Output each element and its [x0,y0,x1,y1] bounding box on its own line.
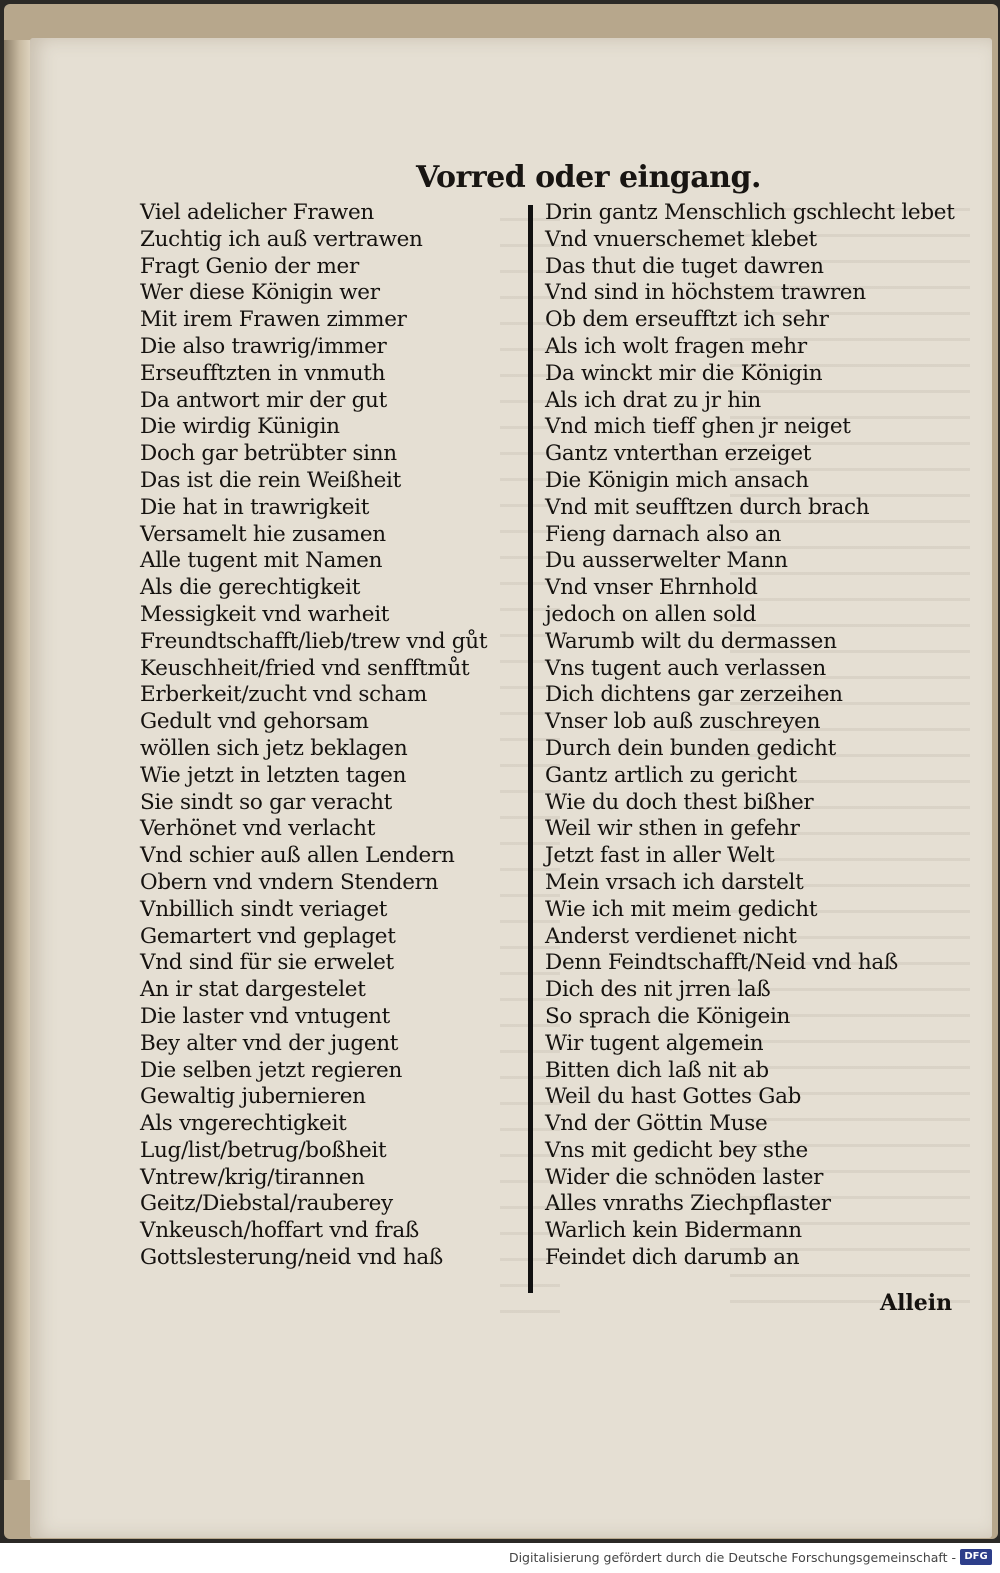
verse-line: Wer diese Königin wer [140,280,380,306]
verse-column-left [140,200,520,1272]
verse-line: Mein vrsach ich darstelt [545,869,804,895]
verse-line: Vnd mit seufftzen durch brach [545,494,870,520]
verse-line: Wie jetzt in letzten tagen [140,762,407,788]
verse-line: Freundtschafft/lieb/trew vnd gůt [140,628,488,654]
verse-line: Lug/list/betrug/boßheit [140,1137,387,1163]
verse-line: Da winckt mir die Königin [545,360,823,386]
verse-line: Gewaltig jubernieren [140,1084,366,1110]
verse-line: Als ich drat zu jr hin [545,387,761,413]
verse-line: Vnd vnuerschemet klebet [545,226,817,252]
verse-line: Das ist die rein Weißheit [140,467,401,493]
verse-line: Erseufftzten in vnmuth [140,360,386,386]
verse-line: Vnkeusch/hoffart vnd fraß [140,1218,419,1244]
verse-line: Gottslesterung/neid vnd haß [140,1245,443,1271]
verse-line: Feindet dich darumb an [545,1245,800,1271]
verse-line: Wie ich mit meim gedicht [545,896,818,922]
verse-line: An ir stat dargestelet [140,977,366,1003]
dfg-logo: DFG [960,1549,992,1565]
verse-line: Durch dein bunden gedicht [545,735,836,761]
verse-line: Messigkeit vnd warheit [140,601,390,627]
verse-line: Die also trawrig/immer [140,333,387,359]
verse-line: Geitz/Diebstal/rauberey [140,1191,393,1217]
verse-column-right [545,200,955,1272]
verse-line: Das thut die tuget dawren [545,253,824,279]
page-heading: Vorred oder eingang. [416,160,761,195]
verse-line: Wie du doch thest bißher [545,789,814,815]
verse-line: Weil wir sthen in gefehr [545,816,800,842]
verse-line: Wir tugent algemein [545,1030,764,1056]
verse-line: Vnd schier auß allen Lendern [140,843,455,869]
verse-line: Fragt Genio der mer [140,253,359,279]
verse-line: Als die gerechtigkeit [140,575,361,601]
verse-line: Vns tugent auch verlassen [545,655,826,681]
verse-line: Die selben jetzt regieren [140,1057,403,1083]
verse-line: Zuchtig ich auß vertrawen [140,226,423,252]
verse-line: Als vngerechtigkeit [140,1111,347,1137]
verse-line: Mit irem Frawen zimmer [140,307,407,333]
verse-line: Die Königin mich ansach [545,467,809,493]
verse-line: Bey alter vnd der jugent [140,1030,399,1056]
verse-line: Gantz vnterthan erzeiget [545,441,812,467]
verse-line: Bitten dich laß nit ab [545,1057,769,1083]
verse-line: Viel adelicher Frawen [140,200,374,225]
page-edge [4,40,30,1480]
verse-line: Die hat in trawrigkeit [140,494,370,520]
verse-line: Versamelt hie zusamen [140,521,386,547]
verse-line: Gantz artlich zu gericht [545,762,797,788]
verse-line: Vnd sind in höchstem trawren [545,280,866,306]
verse-line: Ob dem erseufftzt ich sehr [545,307,829,333]
verse-line: Jetzt fast in aller Welt [545,843,775,869]
footer-credit: Digitalisierung gefördert durch die Deutsche Forschungsgemeinschaft - [508,1550,956,1565]
verse-line: Drin gantz Menschlich gschlecht lebet [545,200,955,225]
verse-line: Alles vnraths Ziechpflaster [545,1191,831,1217]
verse-line: Obern vnd vndern Stendern [140,869,439,895]
verse-line: Gedult vnd gehorsam [140,709,369,735]
verse-line: Anderst verdienet nicht [545,923,797,949]
verse-line: Vnser lob auß zuschreyen [545,709,821,735]
verse-line: Vnd der Göttin Muse [545,1111,768,1137]
verse-line: Wider die schnöden laster [545,1164,824,1190]
column-divider [528,205,533,1293]
verse-line: Du ausserwelter Mann [545,548,788,574]
verse-line: Erberkeit/zucht vnd scham [140,682,428,708]
verse-line: Warumb wilt du dermassen [545,628,837,654]
verse-line: Vntrew/krig/tirannen [140,1164,365,1190]
verse-line: Die laster vnd vntugent [140,1003,391,1029]
verse-line: Warlich kein Bidermann [545,1218,802,1244]
verse-line: Verhönet vnd verlacht [140,816,376,842]
verse-line: Die wirdig Künigin [140,414,340,440]
verse-line: Alle tugent mit Namen [140,548,383,574]
verse-line: Vnd mich tieff ghen jr neiget [545,414,851,440]
verse-line: Da antwort mir der gut [140,387,387,413]
catchword: Allein [880,1290,953,1316]
verse-line: Fieng darnach also an [545,521,782,547]
verse-line: Gemartert vnd geplaget [140,923,396,949]
verse-line: Vnd sind für sie erwelet [140,950,394,976]
verse-line: Als ich wolt fragen mehr [545,333,807,359]
footer-bar [0,1543,1000,1573]
verse-line: wöllen sich jetz beklagen [140,735,408,761]
verse-line: jedoch on allen sold [545,601,757,627]
verse-line: Vnbillich sindt veriaget [140,896,388,922]
verse-line: Doch gar betrübter sinn [140,441,397,467]
verse-line: Vnd vnser Ehrnhold [545,575,758,601]
verse-line: Sie sindt so gar veracht [140,789,392,815]
verse-line: Denn Feindtschafft/Neid vnd haß [545,950,898,976]
verse-line: Weil du hast Gottes Gab [545,1084,802,1110]
verse-line: Keuschheit/fried vnd senfftmůt [140,655,470,681]
verse-line: Dich dichtens gar zerzeihen [545,682,843,708]
verse-line: Vns mit gedicht bey sthe [545,1137,808,1163]
verse-line: Dich des nit jrren laß [545,977,771,1003]
verse-line: So sprach die Königein [545,1003,791,1029]
